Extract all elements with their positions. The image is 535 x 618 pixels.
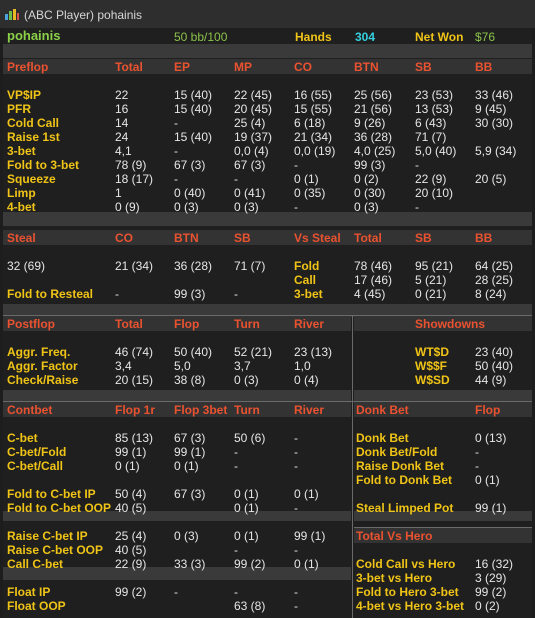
contbet-value: 0 (1) [234, 529, 259, 543]
contbet-value: 99 (1) [174, 445, 206, 459]
postflop-value: 0 (4) [294, 373, 319, 387]
vs-hero-value: 3 (29) [475, 571, 507, 585]
steal-limped-value: 99 (1) [475, 501, 507, 515]
preflop-header-preflop: Preflop [7, 60, 49, 74]
donk-header-flop: Flop [475, 403, 501, 417]
preflop-value: 0 (41) [234, 186, 266, 200]
stat-label-aggr-freq: Aggr. Freq. [7, 345, 71, 359]
preflop-value: 30 (30) [475, 116, 514, 130]
preflop-value: 19 (37) [234, 130, 273, 144]
vs-hero-value: 16 (32) [475, 557, 514, 571]
donk-value: - [475, 459, 479, 473]
row-divider [3, 315, 532, 316]
contbet-value: 25 (4) [115, 529, 147, 543]
winrate-value: 50 bb/100 [174, 30, 228, 44]
contbet-value: 0 (1) [294, 487, 319, 501]
preflop-value: 67 (3) [174, 158, 206, 172]
contbet-value: - [234, 543, 238, 557]
preflop-value: 0 (40) [174, 186, 206, 200]
preflop-value: 0,0 (19) [294, 144, 336, 158]
fold-to-resteal-value: - [115, 287, 119, 301]
net-won-label: Net Won [415, 30, 464, 44]
preflop-value: 15 (40) [174, 130, 213, 144]
stat-label-raise-c-bet-oop: Raise C-bet OOP [7, 543, 104, 557]
stat-label-w-f: W$$F [415, 359, 448, 373]
preflop-value: 0 (9) [115, 200, 140, 214]
preflop-value: 0 (35) [294, 186, 326, 200]
stat-label-vp-ip: VP$IP [7, 88, 42, 102]
contbet-value: 50 (6) [234, 431, 266, 445]
stat-label-w-sd: W$SD [415, 373, 450, 387]
contbet-value: - [294, 459, 298, 473]
preflop-value: 20 (10) [415, 186, 454, 200]
showdown-value: 44 (9) [475, 373, 507, 387]
stat-label-pfr: PFR [7, 102, 31, 116]
steal-header-bar [3, 230, 532, 245]
preflop-value: - [294, 200, 298, 214]
preflop-value: 0 (3) [354, 200, 379, 214]
contbet-value: 63 (8) [234, 599, 266, 613]
contbet-value: 99 (2) [234, 557, 266, 571]
stat-label-3-bet-vs-hero: 3-bet vs Hero [356, 571, 433, 585]
preflop-value: 15 (40) [174, 102, 213, 116]
contbet-header-contbet: Contbet [7, 403, 53, 417]
postflop-header-turn: Turn [234, 317, 260, 331]
contbet-header-flop-3bet: Flop 3bet [174, 403, 228, 417]
postflop-value: 50 (40) [174, 345, 213, 359]
steal-header-co: CO [115, 231, 133, 245]
vs-steal-value: 4 (45) [354, 287, 386, 301]
postflop-value: 38 (8) [174, 373, 206, 387]
postflop-header-flop: Flop [174, 317, 200, 331]
fold-to-resteal-value: 99 (3) [174, 287, 206, 301]
stat-label-c-bet-fold: C-bet/Fold [7, 445, 67, 459]
steal-btn: 36 (28) [174, 259, 213, 273]
stat-label-fold-to-c-bet-ip: Fold to C-bet IP [7, 487, 96, 501]
postflop-value: 5,0 [174, 359, 191, 373]
postflop-value: 23 (13) [294, 345, 333, 359]
vs-steal-value: 8 (24) [475, 287, 507, 301]
preflop-header-co: CO [294, 60, 312, 74]
preflop-value: 5,9 (34) [475, 144, 517, 158]
contbet-value: - [294, 543, 298, 557]
stat-label-3-bet: 3-bet [7, 144, 36, 158]
contbet-value: - [174, 585, 178, 599]
stat-label-aggr-factor: Aggr. Factor [7, 359, 78, 373]
preflop-value: - [415, 158, 419, 172]
fold-to-resteal-value: - [234, 287, 238, 301]
preflop-value: 25 (56) [354, 88, 393, 102]
vs-hero-header: Total Vs Hero [356, 529, 433, 543]
preflop-value: 0,0 (4) [234, 144, 269, 158]
preflop-value: 15 (40) [174, 88, 213, 102]
steal-sb: 71 (7) [234, 259, 266, 273]
preflop-value: 0 (1) [294, 172, 319, 186]
stat-label-fold-to-donk-bet: Fold to Donk Bet [356, 473, 452, 487]
postflop-value: 3,7 [234, 359, 251, 373]
preflop-value: 13 (53) [415, 102, 454, 116]
preflop-header-sb: SB [415, 60, 432, 74]
contbet-value: - [234, 459, 238, 473]
contbet-value: - [294, 501, 298, 515]
player-divider [3, 44, 532, 58]
window-title: (ABC Player) pohainis [24, 8, 143, 22]
donk-value: - [475, 445, 479, 459]
stat-label-raise-1st: Raise 1st [7, 130, 60, 144]
donk-header-label: Donk Bet [356, 403, 409, 417]
preflop-value: 71 (7) [415, 130, 447, 144]
title-bar[interactable] [0, 0, 535, 28]
preflop-value: - [174, 144, 178, 158]
vs-steal-label-call: Call [294, 273, 317, 287]
contbet-value: 99 (1) [294, 529, 326, 543]
showdown-value: 23 (40) [475, 345, 514, 359]
contbet-value: 22 (9) [115, 557, 147, 571]
preflop-value: 4,1 [115, 144, 132, 158]
preflop-value: 22 (9) [415, 172, 447, 186]
postflop-value: 3,4 [115, 359, 132, 373]
stat-label-cold-call-vs-hero: Cold Call vs Hero [356, 557, 456, 571]
contbet-value: 99 (1) [115, 445, 147, 459]
preflop-value: 16 (55) [294, 88, 333, 102]
preflop-value: 1 [115, 186, 122, 200]
section-divider [3, 212, 532, 226]
stat-label-fold-to-c-bet-oop: Fold to C-bet OOP [7, 501, 111, 515]
preflop-value: - [174, 172, 178, 186]
contbet-header-river: River [294, 403, 325, 417]
preflop-header-ep: EP [174, 60, 191, 74]
preflop-value: 14 [115, 116, 129, 130]
stat-label-4-bet-vs-hero-3-bet: 4-bet vs Hero 3-bet [356, 599, 465, 613]
preflop-value: 67 (3) [234, 158, 266, 172]
contbet-value: 40 (5) [115, 501, 147, 515]
preflop-value: 6 (18) [294, 116, 326, 130]
contbet-value: 99 (2) [115, 585, 147, 599]
preflop-value: 36 (28) [354, 130, 393, 144]
vs-steal-label-3-bet: 3-bet [294, 287, 323, 301]
contbet-value: 40 (5) [115, 543, 147, 557]
contbet-value: - [294, 585, 298, 599]
postflop-header-postflop: Postflop [7, 317, 55, 331]
preflop-header-mp: MP [234, 60, 252, 74]
column-divider [352, 315, 353, 618]
preflop-value: 24 [115, 130, 129, 144]
vs-steal-value: 64 (25) [475, 259, 514, 273]
stat-label-c-bet: C-bet [7, 431, 38, 445]
steal-header-steal: Steal [7, 231, 36, 245]
stat-label-cold-call: Cold Call [7, 116, 60, 130]
preflop-value: 0 (3) [174, 200, 199, 214]
steal-total: 32 (69) [7, 259, 46, 273]
stat-label-check-raise: Check/Raise [7, 373, 79, 387]
vs-hero-value: 0 (2) [475, 599, 500, 613]
showdown-value: 50 (40) [475, 359, 514, 373]
contbet-value: 0 (1) [234, 487, 259, 501]
stat-label-squeeze: Squeeze [7, 172, 56, 186]
net-won-value: $76 [475, 30, 496, 44]
vs-steal-value: 0 (21) [415, 287, 447, 301]
player-name: pohainis [7, 28, 61, 43]
steal-header-btn: BTN [174, 231, 199, 245]
steal-header-bb: BB [475, 231, 493, 245]
fold-to-resteal-label: Fold to Resteal [7, 287, 94, 301]
preflop-value: 21 (34) [294, 130, 333, 144]
showdowns-header: Showdowns [415, 317, 485, 331]
app-icon [4, 7, 20, 21]
contbet-value: 85 (13) [115, 431, 154, 445]
stat-label-4-bet: 4-bet [7, 200, 36, 214]
preflop-value: 21 (56) [354, 102, 393, 116]
stat-label-donk-bet-fold: Donk Bet/Fold [356, 445, 438, 459]
preflop-value: 22 [115, 88, 129, 102]
stat-label-fold-to-hero-3-bet: Fold to Hero 3-bet [356, 585, 459, 599]
contbet-value: 0 (1) [174, 459, 199, 473]
postflop-value: 0 (3) [234, 373, 259, 387]
steal-header-sb: SB [234, 231, 251, 245]
contbet-header-turn: Turn [234, 403, 260, 417]
contbet-value: - [234, 585, 238, 599]
vs-steal-value: 95 (21) [415, 259, 454, 273]
hands-count: 304 [355, 30, 376, 44]
vs-steal-value: 17 (46) [354, 273, 393, 287]
contbet-value: 33 (3) [174, 557, 206, 571]
contbet-value: 0 (1) [115, 459, 140, 473]
preflop-value: 0 (30) [354, 186, 386, 200]
contbet-value: - [294, 599, 298, 613]
postflop-value: 20 (15) [115, 373, 154, 387]
stat-label-steal-limped-pot: Steal Limped Pot [356, 501, 454, 515]
vs-steal-label-fold: Fold [294, 259, 320, 273]
contbet-value: 0 (3) [174, 529, 199, 543]
hands-label: Hands [295, 30, 332, 44]
preflop-value: - [234, 172, 238, 186]
row-divider [354, 527, 532, 528]
steal-header-vs-steal: Vs Steal [294, 231, 341, 245]
preflop-value: - [174, 116, 178, 130]
postflop-value: 1,0 [294, 359, 311, 373]
preflop-value: 78 (9) [115, 158, 147, 172]
preflop-value: 33 (46) [475, 88, 514, 102]
steal-co: 21 (34) [115, 259, 154, 273]
preflop-header-bar [3, 59, 532, 74]
contbet-value: 67 (3) [174, 487, 206, 501]
preflop-value: 20 (45) [234, 102, 273, 116]
preflop-value: 16 [115, 102, 129, 116]
steal-header-total: Total [354, 231, 382, 245]
preflop-value: 22 (45) [234, 88, 273, 102]
preflop-value: - [294, 158, 298, 172]
vs-steal-value: 5 (21) [415, 273, 447, 287]
contbet-value: 0 (1) [234, 501, 259, 515]
preflop-value: 25 (4) [234, 116, 266, 130]
row-divider [3, 401, 532, 402]
preflop-value: 18 (17) [115, 172, 154, 186]
preflop-value: 9 (45) [475, 102, 507, 116]
postflop-value: 46 (74) [115, 345, 154, 359]
stat-label-limp: Limp [7, 186, 36, 200]
stat-label-donk-bet: Donk Bet [356, 431, 409, 445]
stat-label-c-bet-call: C-bet/Call [7, 459, 64, 473]
preflop-value: 6 (43) [415, 116, 447, 130]
donk-value: 0 (1) [475, 473, 500, 487]
stat-label-wt-d: WT$D [415, 345, 449, 359]
preflop-value: 99 (3) [354, 158, 386, 172]
preflop-value: 9 (26) [354, 116, 386, 130]
postflop-header-total: Total [115, 317, 143, 331]
preflop-value: - [415, 200, 419, 214]
preflop-value: 23 (53) [415, 88, 454, 102]
preflop-value: 0 (3) [234, 200, 259, 214]
stat-label-float-oop: Float OOP [7, 599, 66, 613]
contbet-value: - [234, 445, 238, 459]
stat-label-raise-c-bet-ip: Raise C-bet IP [7, 529, 88, 543]
contbet-value: 50 (4) [115, 487, 147, 501]
contbet-value: - [294, 431, 298, 445]
preflop-value: 0 (2) [354, 172, 379, 186]
contbet-header-flop-1r: Flop 1r [115, 403, 156, 417]
preflop-header-bb: BB [475, 60, 493, 74]
postflop-value: 52 (21) [234, 345, 273, 359]
postflop-header-river: River [294, 317, 325, 331]
preflop-value: 20 (5) [475, 172, 507, 186]
stats-panel [3, 28, 532, 618]
preflop-value: 15 (55) [294, 102, 333, 116]
donk-value: 0 (13) [475, 431, 507, 445]
preflop-value: 5,0 (40) [415, 144, 457, 158]
vs-hero-value: 99 (2) [475, 585, 507, 599]
vs-steal-value: 78 (46) [354, 259, 393, 273]
stat-label-raise-donk-bet: Raise Donk Bet [356, 459, 445, 473]
preflop-header-btn: BTN [354, 60, 379, 74]
steal-header-sb: SB [415, 231, 432, 245]
contbet-value: 67 (3) [174, 431, 206, 445]
contbet-value: - [294, 445, 298, 459]
stat-label-fold-to-3-bet: Fold to 3-bet [7, 158, 79, 172]
preflop-header-total: Total [115, 60, 143, 74]
stat-label-float-ip: Float IP [7, 585, 51, 599]
stat-label-call-c-bet: Call C-bet [7, 557, 64, 571]
contbet-value: 0 (1) [294, 557, 319, 571]
vs-steal-value: 28 (25) [475, 273, 514, 287]
preflop-value: 4,0 (25) [354, 144, 396, 158]
